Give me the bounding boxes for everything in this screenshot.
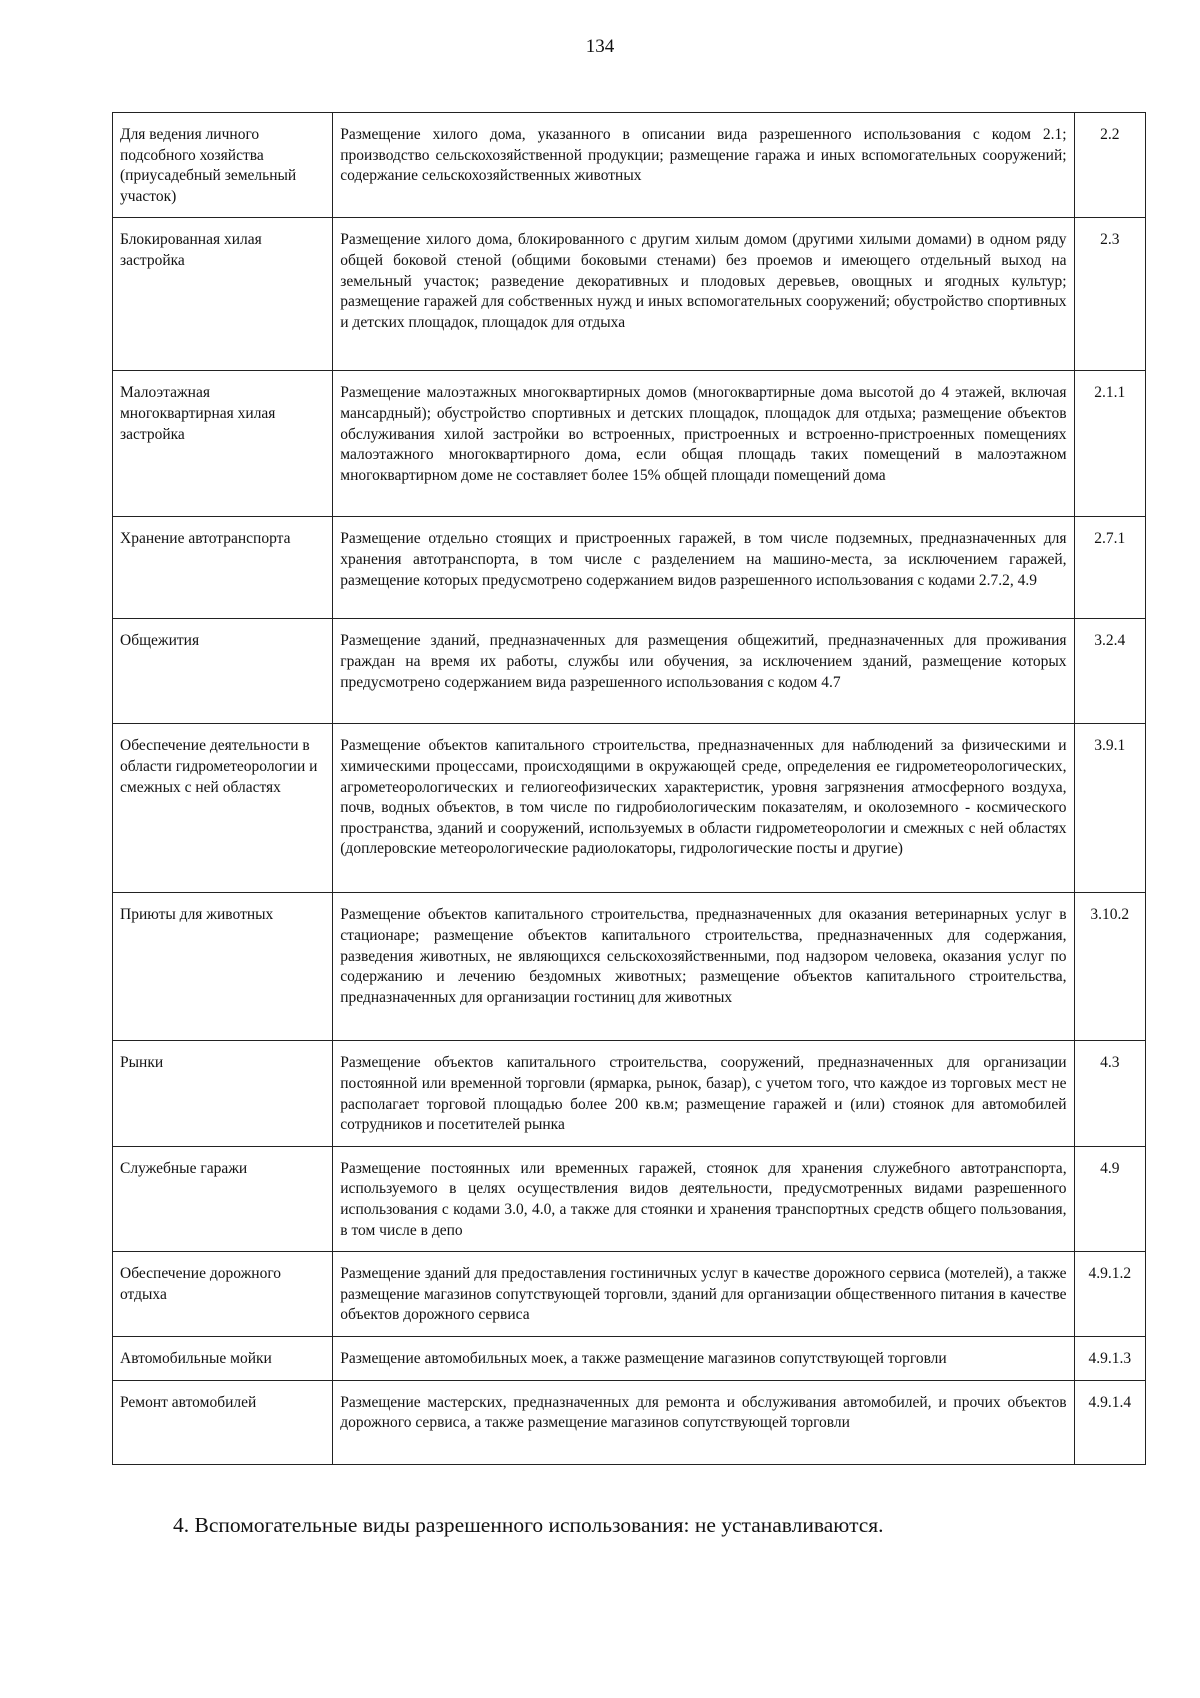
use-name: Малоэтажная многоквартирная хилая застройка <box>113 371 333 517</box>
table-row <box>113 1041 1146 1146</box>
use-name: Автомобильные мойки <box>113 1336 333 1380</box>
table-row <box>113 371 1146 517</box>
use-name: Приюты для животных <box>113 893 333 1041</box>
permitted-uses-table <box>112 112 1146 1465</box>
use-description: Размещение объектов капитального строительства, сооружений, предназначенных для организации постоянной или временной торговли (ярмарка, рынок, базар), с учетом того, что каждое из торговых мест не располагает торговой площадью более 200 кв.м; размещение гаражей и (или) стоянок для автомобилей сотрудников и посетителей рынка <box>333 1041 1074 1146</box>
use-description: Размещение зданий для предоставления гостиничных услуг в качестве дорожного сервиса (мотелей), а также размещение магазинов сопутствующей торговли, зданий для организации общественного питания в качестве объектов дорожного сервиса <box>333 1252 1074 1337</box>
use-code: 4.9.1.2 <box>1074 1252 1145 1337</box>
table-row <box>113 517 1146 619</box>
use-description: Размещение отдельно стоящих и пристроенных гаражей, в том числе подземных, предназначенных для хранения автотранспорта, в том числе с разделением на машино-места, за исключением гаражей, размещение которых предусмотрено содержанием видов разрешенного использования с кодами 2.7.2, 4.9 <box>333 517 1074 619</box>
use-description: Размещение зданий, предназначенных для размещения общежитий, предназначенных для проживания граждан на время их работы, службы или обучения, за исключением зданий, размещение которых предусмотрено содержанием вида разрешенного использования с кодом 4.7 <box>333 619 1074 724</box>
use-code: 4.9 <box>1074 1146 1145 1251</box>
table-row <box>113 1146 1146 1251</box>
table-row <box>113 893 1146 1041</box>
table-row <box>113 1380 1146 1464</box>
use-description: Размещение объектов капитального строительства, предназначенных для оказания ветеринарных услуг в стационаре; размещение объектов капитального строительства, предназначенных для содержания, разведения животных, не являющихся сельскохозяйственными, под надзором человека, оказания услуг по содержанию и лечению бездомных животных; размещение объектов капитального строительства, предназначенных для организации гостиниц для животных <box>333 893 1074 1041</box>
use-code: 2.3 <box>1074 218 1145 371</box>
use-code: 3.2.4 <box>1074 619 1145 724</box>
use-code: 3.10.2 <box>1074 893 1145 1041</box>
table-row <box>113 619 1146 724</box>
use-name: Для ведения личного подсобного хозяйства (приусадебный земельный участок) <box>113 113 333 218</box>
table-row <box>113 218 1146 371</box>
use-code: 2.1.1 <box>1074 371 1145 517</box>
use-description: Размещение хилого дома, блокированного с другим хилым домом (другими хилыми домами) в одном ряду общей боковой стеной (общими боковыми стенами) без проемов и имеющего отдельный выход на земельный участок; разведение декоративных и плодовых деревьев, овощных и ягодных культур; размещение гаражей для собственных нужд и иных вспомогательных сооружений; обустройство спортивных и детских площадок, площадок для отдыха <box>333 218 1074 371</box>
table-row <box>113 724 1146 893</box>
use-name: Рынки <box>113 1041 333 1146</box>
use-code: 2.7.1 <box>1074 517 1145 619</box>
use-code: 3.9.1 <box>1074 724 1145 893</box>
use-code: 4.3 <box>1074 1041 1145 1146</box>
table-row <box>113 1336 1146 1380</box>
use-name: Ремонт автомобилей <box>113 1380 333 1464</box>
use-code: 4.9.1.4 <box>1074 1380 1145 1464</box>
use-description: Размещение постоянных или временных гаражей, стоянок для хранения служебного автотранспорта, используемого в целях осуществления видов деятельности, предусмотренных видами разрешенного использования с кодами 3.0, 4.0, а также для стоянки и хранения транспортных средств общего пользования, в том числе в депо <box>333 1146 1074 1251</box>
auxiliary-uses-note: 4. Вспомогательные виды разрешенного использования: не устанавливаются. <box>173 1513 884 1537</box>
use-name: Служебные гаражи <box>113 1146 333 1251</box>
use-description: Размещение автомобильных моек, а также размещение магазинов сопутствующей торговли <box>333 1336 1074 1380</box>
use-code: 2.2 <box>1074 113 1145 218</box>
use-name: Обеспечение деятельности в области гидрометеорологии и смежных с ней областях <box>113 724 333 893</box>
use-description: Размещение объектов капитального строительства, предназначенных для наблюдений за физическими и химическими процессами, происходящими в окружающей среде, определения ее гидрометеорологических, агрометеорологических и гелиогеофизических характеристик, уровня загрязнения атмосферного воздуха, почв, водных объектов, в том числе по гидробиологическим показателям, и околоземного - космического пространства, зданий и сооружений, используемых в области гидрометеорологии и смежных с ней областях (доплеровские метеорологические радиолокаторы, гидрологические посты и другие) <box>333 724 1074 893</box>
table-row <box>113 113 1146 218</box>
use-description: Размещение хилого дома, указанного в описании вида разрешенного использования с кодом 2.1; производство сельскохозяйственной продукции; размещение гаража и иных вспомогательных сооружений; содержание сельскохозяйственных животных <box>333 113 1074 218</box>
use-description: Размещение малоэтажных многоквартирных домов (многоквартирные дома высотой до 4 этажей, включая мансардный); обустройство спортивных и детских площадок, площадок для отдыха; размещение объектов обслуживания хилой застройки во встроенных, пристроенных и встроенно-пристроенных помещениях малоэтажного многоквартирного дома, если общая площадь таких помещений в малоэтажном многоквартирном доме не составляет более 15% общей площади помещений дома <box>333 371 1074 517</box>
use-name: Обеспечение дорожного отдыха <box>113 1252 333 1337</box>
use-name: Общежития <box>113 619 333 724</box>
table-row <box>113 1252 1146 1337</box>
use-name: Блокированная хилая застройка <box>113 218 333 371</box>
use-code: 4.9.1.3 <box>1074 1336 1145 1380</box>
use-name: Хранение автотранспорта <box>113 517 333 619</box>
page-number: 134 <box>585 36 615 57</box>
use-description: Размещение мастерских, предназначенных для ремонта и обслуживания автомобилей, и прочих объектов дорожного сервиса, а также размещение магазинов сопутствующей торговли <box>333 1380 1074 1464</box>
